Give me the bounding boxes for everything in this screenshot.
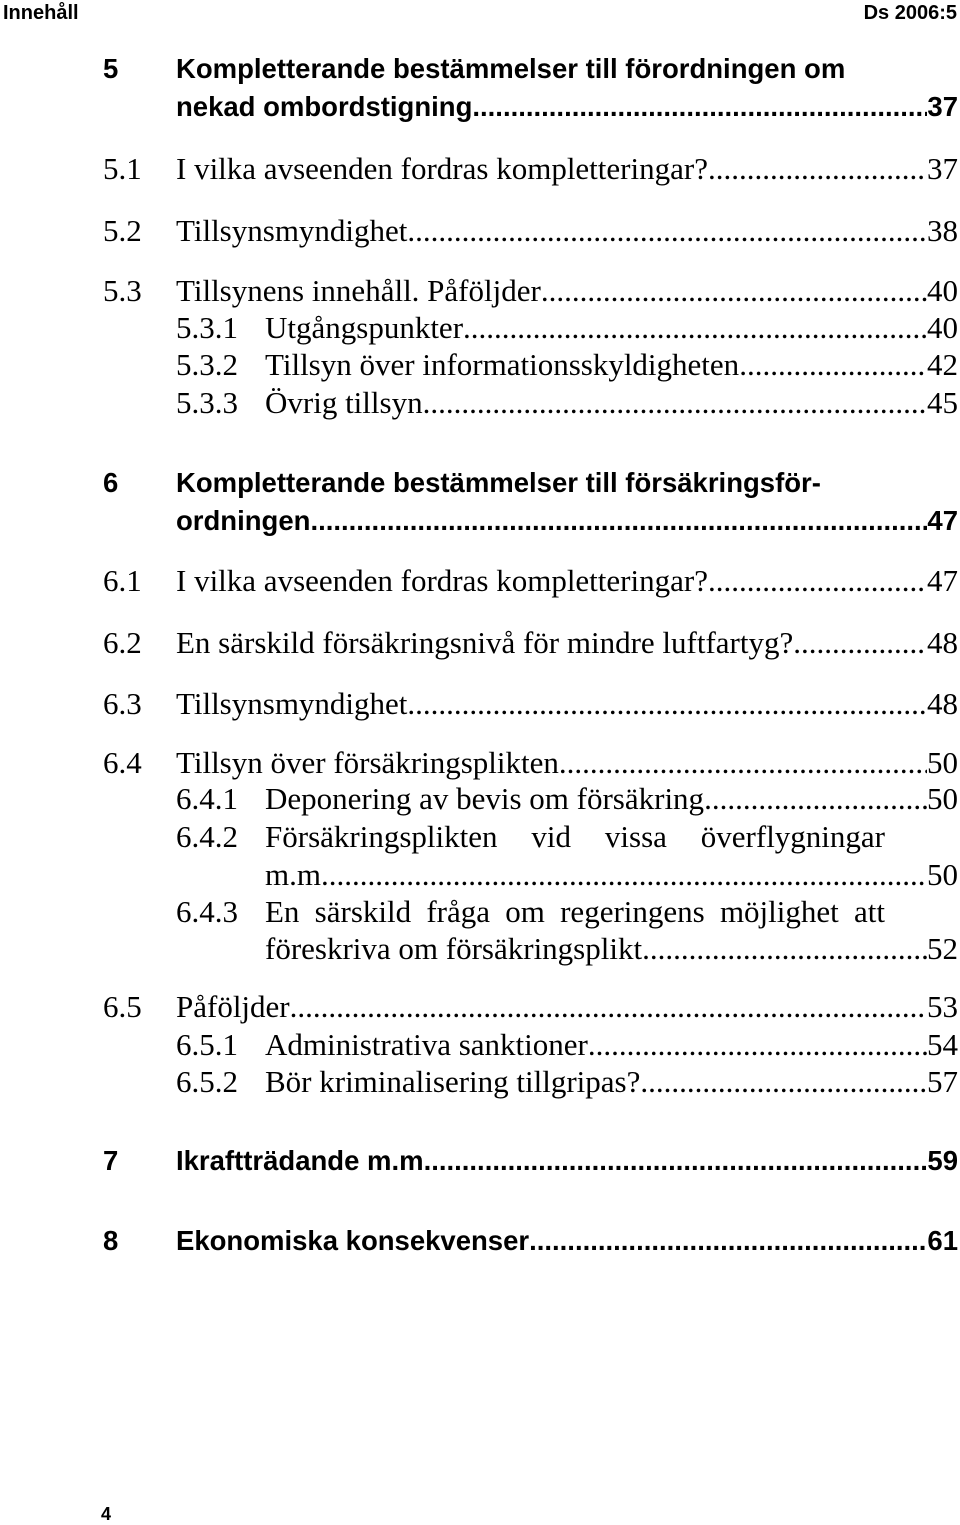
- toc-entry-5-3-1: [0, 309, 960, 347]
- toc-entry-5-3-2: [0, 346, 960, 384]
- toc-entry-number: 6.5.1: [176, 1027, 238, 1062]
- dot-leader: [423, 384, 927, 422]
- toc-entry-title-line: [176, 150, 958, 188]
- toc-entry-number: 5.2: [103, 213, 142, 248]
- toc-entry-number: 5.3: [103, 273, 142, 308]
- toc-entry-number: 6.4.3: [176, 894, 238, 929]
- dot-leader: [424, 1142, 928, 1180]
- toc-entry-title-line: [176, 744, 958, 782]
- toc-entry-page-number: 47: [927, 563, 958, 598]
- toc-entry-title: I vilka avseenden fordras kompletteringar?: [176, 563, 708, 598]
- dot-leader: [529, 1222, 927, 1260]
- dot-leader: [640, 1063, 927, 1101]
- toc-entry-title-line: En särskild fråga om regeringens möjlighet att: [265, 894, 885, 929]
- dot-leader: [541, 272, 927, 310]
- toc-entry-number: 5.3.2: [176, 347, 238, 382]
- toc-entry-6-5-2: [0, 1063, 960, 1101]
- running-header-section: Innehåll: [3, 2, 79, 24]
- toc-entry-title: m.m.: [265, 857, 329, 892]
- toc-entry-page-number: 48: [927, 686, 958, 721]
- toc-entry-title-line: [265, 346, 958, 384]
- toc-entry-title-line: [265, 384, 958, 422]
- toc-entry-title: Övrig tillsyn: [265, 385, 423, 420]
- running-header-document-id: Ds 2006:5: [863, 2, 957, 24]
- toc-entry-5-3: [0, 272, 960, 310]
- dot-leader: [642, 930, 927, 968]
- toc-entry-6-4-3: [0, 893, 960, 931]
- toc-entry-5-3-3: [0, 384, 960, 422]
- toc-entry-5-continued: [0, 88, 960, 126]
- toc-entry-6-4-1: [0, 780, 960, 818]
- toc-entry-5-2: [0, 212, 960, 250]
- toc-entry-title-line: [176, 1142, 958, 1180]
- dot-leader: [739, 346, 927, 384]
- toc-entry-6-5-1: [0, 1026, 960, 1064]
- toc-entry-page-number: 40: [927, 273, 958, 308]
- toc-entry-title-line: Kompletterande bestämmelser till förordningen om: [176, 53, 846, 84]
- toc-entry-title: Tillsynsmyndighet: [176, 686, 408, 721]
- dot-leader: [708, 150, 927, 188]
- toc-entry-number: 6.5.2: [176, 1064, 238, 1099]
- toc-entry-number: 6.4.1: [176, 781, 238, 816]
- toc-entry-title: Tillsyn över försäkringsplikten: [176, 745, 559, 780]
- toc-entry-title: Tillsynens innehåll. Påföljder: [176, 273, 541, 308]
- toc-entry-6-4: [0, 744, 960, 782]
- toc-entry-title: föreskriva om försäkringsplikt: [265, 931, 643, 966]
- toc-entry-page-number: 48: [927, 625, 958, 660]
- toc-entry-page-number: 57: [927, 1064, 958, 1099]
- toc-entry-6-3: [0, 685, 960, 723]
- toc-entry-5-1: [0, 150, 960, 188]
- toc-entry-number: 5.3.3: [176, 385, 238, 420]
- dot-leader: [704, 780, 927, 818]
- toc-entry-page-number: 37: [927, 151, 958, 186]
- dot-leader: [559, 744, 927, 782]
- toc-entry-7: [0, 1142, 960, 1180]
- toc-entry-number: 6: [103, 467, 119, 498]
- toc-entry-page-number: 50: [927, 745, 958, 780]
- toc-entry-title: En särskild försäkringsnivå för mindre luftfartyg?: [176, 625, 794, 660]
- toc-entry-title-line: [265, 856, 958, 894]
- toc-entry-page-number: 50: [927, 857, 958, 892]
- page-number-footer: 4: [101, 1504, 112, 1524]
- toc-entry-number: 6.1: [103, 563, 142, 598]
- toc-entry-title-line: [265, 1026, 958, 1064]
- toc-entry-title-line: Försäkringsplikten vid vissa överflygningar: [265, 819, 885, 854]
- dot-leader: [472, 88, 927, 126]
- toc-entry-title-line: [265, 309, 958, 347]
- toc-entry-page-number: 50: [927, 781, 958, 816]
- toc-entry-title: Tillsynsmyndighet: [176, 213, 408, 248]
- toc-entry-title: Bör kriminalisering tillgripas?: [265, 1064, 641, 1099]
- toc-entry-page-number: 42: [927, 347, 958, 382]
- toc-entry-page-number: 40: [927, 310, 958, 345]
- toc-entry-number: 6.4: [103, 745, 142, 780]
- toc-entry-6-5: [0, 988, 960, 1026]
- toc-entry-title-line: [176, 562, 958, 600]
- toc-entry-number: 5.3.1: [176, 310, 238, 345]
- toc-entry-title: Påföljder: [176, 989, 290, 1024]
- toc-entry-title: Ikraftträdande m.m: [176, 1145, 424, 1176]
- toc-entry-title-line: [176, 988, 958, 1026]
- toc-entry-title-line: [265, 780, 958, 818]
- toc-entry-title: Deponering av bevis om försäkring: [265, 781, 705, 816]
- toc-entry-title-line: [176, 1222, 958, 1260]
- toc-entry-title: ordningen: [176, 505, 311, 536]
- toc-entry-6-2: [0, 624, 960, 662]
- toc-entry-title-line: Kompletterande bestämmelser till försäkringsför-: [176, 467, 821, 498]
- toc-entry-title-line: [176, 212, 958, 250]
- toc-entry-number: 5: [103, 53, 119, 84]
- toc-entry-number: 6.3: [103, 686, 142, 721]
- dot-leader: [463, 309, 927, 347]
- dot-leader: [793, 624, 927, 662]
- dot-leader: [588, 1026, 927, 1064]
- toc-entry-number: 7: [103, 1145, 119, 1176]
- toc-entry-title: Utgångspunkter: [265, 310, 464, 345]
- toc-entry-6-4-3-continued: [0, 930, 960, 968]
- toc-entry-6: [0, 464, 960, 502]
- toc-entry-number: 6.4.2: [176, 819, 238, 854]
- dot-leader: [708, 562, 927, 600]
- toc-entry-page-number: 52: [927, 931, 958, 966]
- toc-entry-number: 6.5: [103, 989, 142, 1024]
- toc-entry-page-number: 47: [927, 505, 958, 536]
- toc-entry-page-number: 53: [927, 989, 958, 1024]
- toc-entry-title-line: [176, 624, 958, 662]
- toc-entry-title-line: [176, 685, 958, 723]
- dot-leader: [290, 988, 927, 1026]
- dot-leader: [407, 685, 927, 723]
- toc-entry-title: Ekonomiska konsekvenser: [176, 1225, 530, 1256]
- toc-entry-page-number: 61: [927, 1225, 958, 1256]
- dot-leader: [310, 502, 927, 540]
- toc-entry-6-1: [0, 562, 960, 600]
- toc-entry-6-4-2-continued: [0, 856, 960, 894]
- toc-entry-title-line: [265, 1063, 958, 1101]
- toc-entry-page-number: 59: [927, 1145, 958, 1176]
- toc-entry-8: [0, 1222, 960, 1260]
- toc-entry-5: [0, 50, 960, 88]
- toc-entry-title-line: [176, 272, 958, 310]
- toc-entry-title: Administrativa sanktioner: [265, 1027, 588, 1062]
- dot-leader: [407, 212, 927, 250]
- dot-leader: [329, 856, 927, 894]
- toc-entry-number: 8: [103, 1225, 119, 1256]
- toc-entry-6-continued: [0, 502, 960, 540]
- toc-entry-title-line: [176, 502, 958, 540]
- toc-entry-page-number: 38: [927, 213, 958, 248]
- toc-entry-number: 6.2: [103, 625, 142, 660]
- toc-entry-6-4-2: [0, 818, 960, 856]
- toc-entry-page-number: 37: [927, 91, 958, 122]
- toc-entry-page-number: 45: [927, 385, 958, 420]
- toc-entry-page-number: 54: [927, 1027, 958, 1062]
- toc-entry-title: Tillsyn över informationsskyldigheten: [265, 347, 740, 382]
- toc-entry-title-line: [265, 930, 958, 968]
- toc-entry-title: nekad ombordstigning: [176, 91, 473, 122]
- toc-entry-title-line: [176, 88, 958, 126]
- toc-entry-number: 5.1: [103, 151, 142, 186]
- toc-entry-title: I vilka avseenden fordras kompletteringar?: [176, 151, 708, 186]
